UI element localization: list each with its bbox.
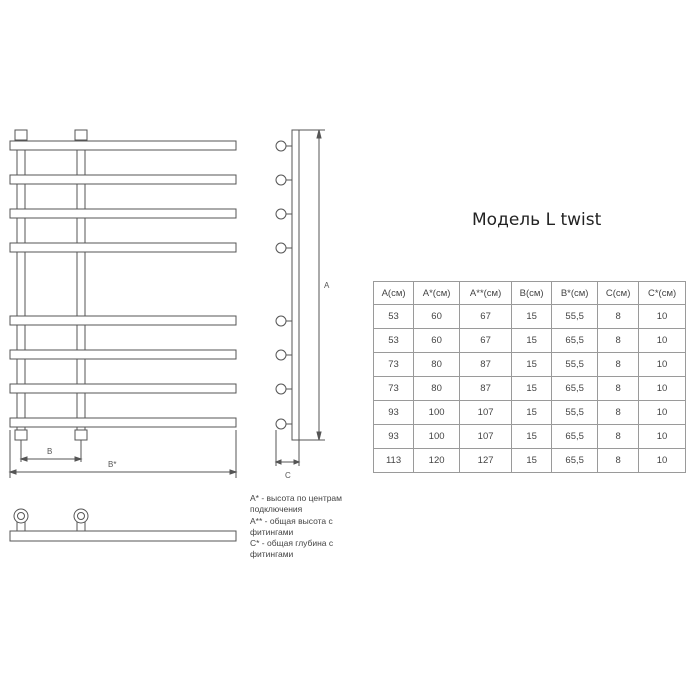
table-cell: 60	[414, 305, 460, 329]
label-b: B	[47, 447, 53, 456]
table-cell: 8	[598, 377, 639, 401]
rail-bar	[10, 418, 236, 427]
table-header-row	[374, 282, 686, 305]
table-row	[374, 449, 686, 473]
column-header: A*(см)	[414, 282, 460, 305]
table-cell: 65,5	[552, 329, 598, 353]
bar-end-circle	[276, 316, 286, 326]
side-post	[292, 130, 299, 440]
column-header: C*(см)	[639, 282, 686, 305]
table-cell: 10	[639, 449, 686, 473]
bar-end-circle	[276, 209, 286, 219]
rail-bar	[10, 175, 236, 184]
table-cell: 87	[460, 377, 512, 401]
table-cell: 127	[460, 449, 512, 473]
side-view	[276, 130, 325, 466]
column-header: B*(см)	[552, 282, 598, 305]
table-cell: 120	[414, 449, 460, 473]
table-cell: 107	[460, 425, 512, 449]
column-header: A**(см)	[460, 282, 512, 305]
table-row	[374, 329, 686, 353]
table-cell: 8	[598, 425, 639, 449]
table-cell: 53	[374, 329, 414, 353]
table-cell: 10	[639, 353, 686, 377]
label-a: A	[324, 281, 330, 290]
table-cell: 73	[374, 377, 414, 401]
table-cell: 80	[414, 353, 460, 377]
table-cell: 53	[374, 305, 414, 329]
front-view	[10, 130, 236, 478]
note-a-star: A* - высота по центрам подключения	[250, 493, 343, 515]
bar-end-circle	[276, 243, 286, 253]
table-cell: 10	[639, 425, 686, 449]
table-cell: 15	[512, 353, 552, 377]
table-cell: 8	[598, 401, 639, 425]
column-header: C(см)	[598, 282, 639, 305]
dimensions-table	[373, 281, 686, 473]
table-row	[374, 377, 686, 401]
bar-end-circle	[276, 141, 286, 151]
top-bar	[10, 531, 236, 541]
top-view	[10, 509, 236, 541]
table-cell: 55,5	[552, 401, 598, 425]
table-cell: 67	[460, 329, 512, 353]
table-cell: 15	[512, 377, 552, 401]
bar-end-circle	[276, 384, 286, 394]
legend-notes	[250, 493, 365, 561]
table-cell: 100	[414, 425, 460, 449]
table-row	[374, 353, 686, 377]
table-cell: 10	[639, 401, 686, 425]
table-row	[374, 425, 686, 449]
table-cell: 10	[639, 305, 686, 329]
table-cell: 113	[374, 449, 414, 473]
table-cell: 107	[460, 401, 512, 425]
table-cell: 8	[598, 353, 639, 377]
left-bottom-fitting	[15, 430, 27, 440]
table-cell: 73	[374, 353, 414, 377]
table-cell: 80	[414, 377, 460, 401]
rail-bar	[10, 141, 236, 150]
bar-end-circle	[276, 350, 286, 360]
table-cell: 8	[598, 329, 639, 353]
table-cell: 15	[512, 401, 552, 425]
bar-end-circle	[276, 175, 286, 185]
rail-bar	[10, 209, 236, 218]
table-row	[374, 401, 686, 425]
table-cell: 15	[512, 329, 552, 353]
table-cell: 60	[414, 329, 460, 353]
bar-end-circle	[276, 419, 286, 429]
table-cell: 8	[598, 305, 639, 329]
table-cell: 67	[460, 305, 512, 329]
table-cell: 55,5	[552, 305, 598, 329]
table-cell: 87	[460, 353, 512, 377]
right-top-fitting	[75, 130, 87, 140]
table-cell: 15	[512, 305, 552, 329]
right-bottom-fitting	[75, 430, 87, 440]
table-cell: 100	[414, 401, 460, 425]
table-cell: 55,5	[552, 353, 598, 377]
table-cell: 65,5	[552, 449, 598, 473]
rail-bar	[10, 316, 236, 325]
table-cell: 15	[512, 425, 552, 449]
table-cell: 10	[639, 377, 686, 401]
label-b-star: B*	[108, 460, 117, 469]
rail-bar	[10, 243, 236, 252]
table-cell: 65,5	[552, 425, 598, 449]
column-header: A(см)	[374, 282, 414, 305]
rail-bar	[10, 350, 236, 359]
column-header: B(см)	[512, 282, 552, 305]
table-cell: 15	[512, 449, 552, 473]
table-cell: 10	[639, 329, 686, 353]
table-cell: 93	[374, 425, 414, 449]
note-a-double-star: A** - общая высота с фитингами	[250, 515, 333, 537]
label-c: C	[285, 471, 291, 480]
note-c-star: C* - общая глубина с фитингами	[250, 538, 334, 560]
table-cell: 93	[374, 401, 414, 425]
rail-bar	[10, 384, 236, 393]
table-row	[374, 305, 686, 329]
left-top-fitting	[15, 130, 27, 140]
model-title: Модель L twist	[472, 210, 602, 230]
table-cell: 65,5	[552, 377, 598, 401]
table-cell: 8	[598, 449, 639, 473]
